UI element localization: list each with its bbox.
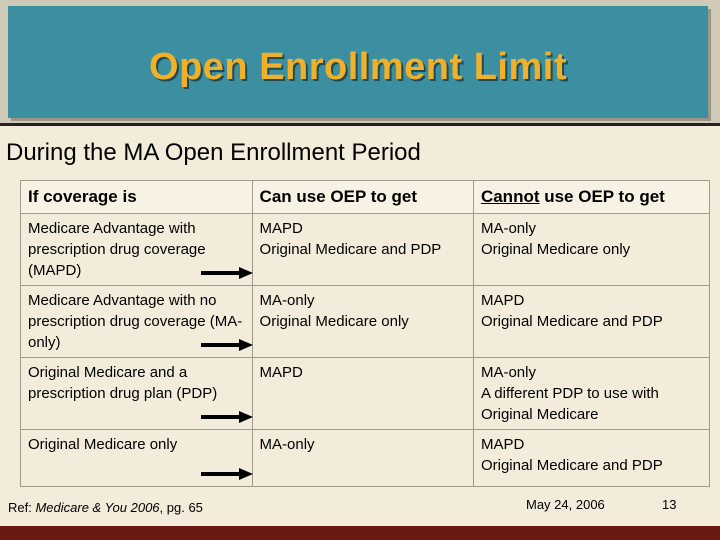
cannot-option: MA-only bbox=[480, 364, 536, 381]
table-row bbox=[21, 358, 710, 430]
coverage-cell bbox=[21, 358, 253, 430]
page-number: 13 bbox=[662, 497, 677, 512]
table-row bbox=[21, 214, 710, 286]
right-arrow-icon bbox=[201, 468, 253, 480]
cannot-cell bbox=[473, 214, 709, 286]
can-option: MAPD bbox=[259, 364, 303, 381]
header-cannot-rest: use OEP to get bbox=[539, 187, 665, 206]
cannot-option: MAPD bbox=[480, 292, 525, 309]
can-cell bbox=[252, 430, 473, 487]
bottom-bar bbox=[0, 526, 720, 540]
right-arrow-icon bbox=[201, 411, 253, 423]
title-divider bbox=[0, 123, 720, 126]
header-row bbox=[21, 181, 710, 214]
right-arrow-icon bbox=[201, 339, 253, 351]
cannot-option: Original Medicare only bbox=[480, 241, 631, 258]
title-box bbox=[8, 6, 708, 118]
coverage-cell bbox=[21, 214, 253, 286]
ref-suffix: , pg. 65 bbox=[159, 500, 203, 515]
slide-title: Open Enrollment Limit bbox=[149, 46, 567, 88]
coverage-cell bbox=[21, 430, 253, 487]
can-cell bbox=[252, 286, 473, 358]
cannot-cell bbox=[473, 286, 709, 358]
table-row bbox=[21, 286, 710, 358]
can-cell bbox=[252, 358, 473, 430]
can-option: MA-only bbox=[259, 436, 315, 453]
can-option: MA-only bbox=[259, 292, 315, 309]
cannot-cell bbox=[473, 358, 709, 430]
coverage-table bbox=[20, 180, 710, 487]
coverage-text: Original Medicare and a prescription drug plan (PDP) bbox=[28, 364, 218, 402]
right-arrow-icon bbox=[201, 267, 253, 279]
header-cannot-word: Cannot bbox=[480, 187, 540, 206]
can-option: Original Medicare and PDP bbox=[259, 241, 442, 258]
cannot-option: A different PDP to use with Original Medicare bbox=[480, 385, 659, 423]
title-band bbox=[0, 0, 720, 125]
coverage-cell bbox=[21, 286, 253, 358]
ref-prefix: Ref: bbox=[8, 500, 36, 515]
cannot-option: MAPD bbox=[480, 436, 525, 453]
slide-date: May 24, 2006 bbox=[526, 497, 605, 512]
coverage-text: Original Medicare only bbox=[28, 436, 178, 453]
cannot-cell bbox=[473, 430, 709, 487]
cannot-option: MA-only bbox=[480, 220, 536, 237]
can-option: Original Medicare only bbox=[259, 313, 409, 330]
header-cannot-use bbox=[473, 181, 709, 214]
cannot-option: Original Medicare and PDP bbox=[480, 313, 663, 330]
coverage-text: Medicare Advantage with prescription drug coverage (MAPD) bbox=[28, 220, 206, 279]
coverage-text: Medicare Advantage with no prescription drug coverage (MA-only) bbox=[28, 292, 243, 351]
reference-note bbox=[8, 500, 203, 515]
ref-title: Medicare & You 2006 bbox=[35, 500, 160, 515]
header-can-use: Can use OEP to get bbox=[252, 181, 473, 214]
cannot-option: Original Medicare and PDP bbox=[480, 457, 663, 474]
table-row bbox=[21, 430, 710, 487]
slide-subtitle: During the MA Open Enrollment Period bbox=[6, 139, 421, 166]
can-cell bbox=[252, 214, 473, 286]
can-option: MAPD bbox=[259, 220, 303, 237]
header-coverage: If coverage is bbox=[21, 181, 253, 214]
